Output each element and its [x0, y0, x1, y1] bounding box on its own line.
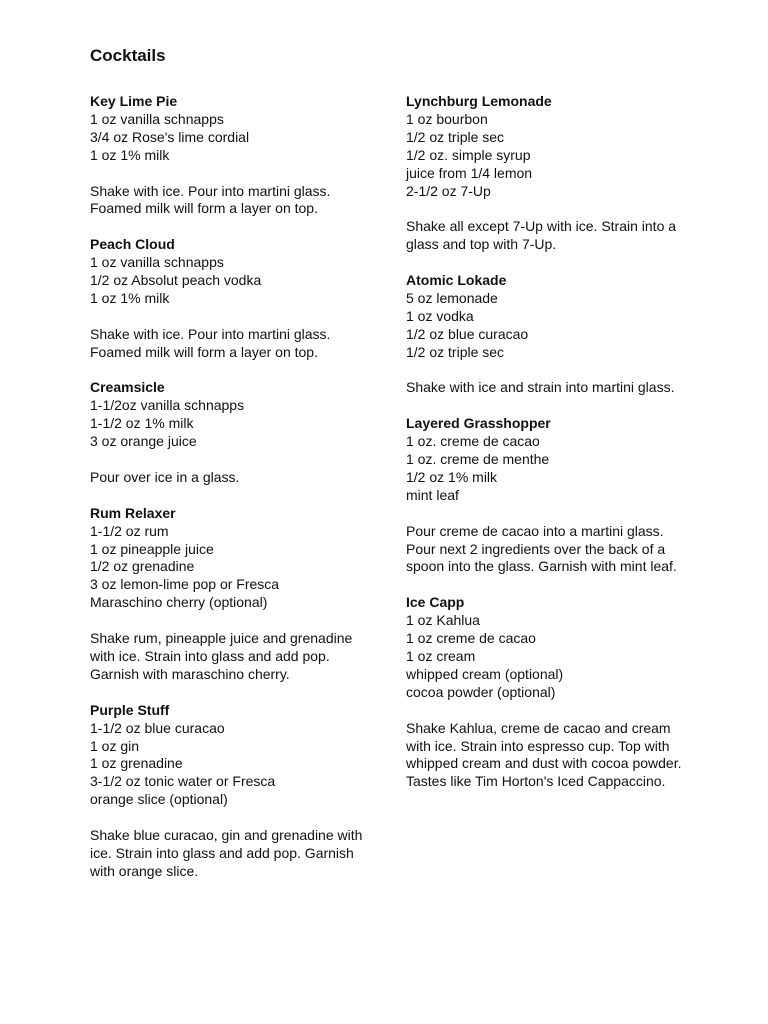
ingredient-list	[406, 111, 696, 201]
ingredient-item: 1/2 oz triple sec	[406, 343, 505, 360]
ingredient-item: mint leaf	[406, 486, 459, 503]
ingredient-item: 1 oz pineapple juice	[90, 540, 214, 557]
ingredient-item: 1/2 oz. simple syrup	[406, 146, 531, 163]
ingredient-item: 3/4 oz Rose's lime cordial	[90, 128, 250, 145]
ingredient-item: 3 oz lemon-lime pop or Fresca	[90, 576, 280, 593]
recipe-block	[406, 272, 696, 397]
ingredient-item: 1 oz 1% milk	[90, 146, 170, 163]
right-column	[406, 93, 696, 809]
recipe-title: Atomic Lokade	[406, 272, 507, 289]
ingredient-list	[90, 111, 380, 165]
ingredient-item: 1-1/2 oz 1% milk	[90, 415, 194, 432]
recipe-instructions: Shake with ice and strain into martini glass.	[406, 379, 675, 396]
recipe-instructions: Shake with ice. Pour into martini glass. Foamed milk will form a layer on top.	[90, 182, 331, 217]
ingredient-item: 1-1/2oz vanilla schnapps	[90, 397, 245, 414]
ingredient-list	[90, 720, 380, 810]
ingredient-list	[406, 290, 696, 362]
recipe-title: Creamsicle	[90, 379, 165, 396]
ingredient-item: Maraschino cherry (optional)	[90, 594, 268, 611]
ingredient-item: 1 oz. creme de cacao	[406, 433, 540, 450]
recipe-instructions: Pour creme de cacao into a martini glass. Pour next 2 ingredients over the back of a spoon into the glass. Garnish with mint leaf.	[406, 522, 677, 575]
ingredient-item: 2-1/2 oz 7-Up	[406, 182, 491, 199]
ingredient-list	[90, 523, 380, 613]
ingredient-list	[90, 397, 380, 451]
ingredient-item: 1/2 oz 1% milk	[406, 468, 498, 485]
ingredient-item: cocoa powder (optional)	[406, 683, 556, 700]
ingredient-item: 1/2 oz triple sec	[406, 128, 505, 145]
recipe-title: Ice Capp	[406, 594, 465, 611]
recipe-block	[406, 93, 696, 254]
ingredient-list	[90, 254, 380, 308]
ingredient-item: 1 oz gin	[90, 737, 140, 754]
ingredient-item: 1 oz bourbon	[406, 110, 488, 127]
recipe-block	[90, 379, 380, 486]
recipe-block	[406, 415, 696, 576]
ingredient-item: 1 oz vanilla schnapps	[90, 254, 224, 271]
recipe-instructions: Shake blue curacao, gin and grenadine with ice. Strain into glass and add pop. Garnish with orange slice.	[90, 827, 363, 879]
ingredient-item: orange slice (optional)	[90, 791, 228, 808]
ingredient-item: 1 oz vodka	[406, 307, 474, 324]
recipe-instructions: Shake with ice. Pour into martini glass. Foamed milk will form a layer on top.	[90, 325, 331, 360]
recipe-block	[90, 702, 380, 881]
ingredient-item: 1 oz grenadine	[90, 755, 183, 772]
ingredient-item: 1/2 oz Absolut peach vodka	[90, 272, 262, 289]
ingredient-list	[406, 612, 696, 702]
recipe-block	[90, 505, 380, 684]
page-title: Cocktails	[90, 46, 166, 65]
ingredient-item: 3 oz orange juice	[90, 433, 197, 450]
recipe-title: Purple Stuff	[90, 701, 170, 718]
ingredient-item: 1 oz Kahlua	[406, 612, 480, 629]
recipe-instructions: Shake rum, pineapple juice and grenadine with ice. Strain into glass and add pop. Garnish with maraschino cherry.	[90, 630, 353, 682]
recipe-title: Key Lime Pie	[90, 93, 178, 109]
recipe-instructions: Shake all except 7-Up with ice. Strain into a glass and top with 7-Up.	[406, 218, 677, 253]
ingredient-item: 1 oz 1% milk	[90, 289, 170, 306]
ingredient-item: juice from 1/4 lemon	[406, 164, 533, 181]
recipe-title: Rum Relaxer	[90, 504, 176, 521]
ingredient-item: 3-1/2 oz tonic water or Fresca	[90, 773, 276, 790]
recipe-title: Layered Grasshopper	[406, 415, 551, 432]
recipe-title: Peach Cloud	[90, 236, 175, 253]
recipe-block	[90, 93, 380, 218]
left-column	[90, 93, 380, 899]
recipe-title: Lynchburg Lemonade	[406, 93, 552, 109]
ingredient-item: 5 oz lemonade	[406, 289, 498, 306]
ingredient-item: 1/2 oz grenadine	[90, 558, 195, 575]
ingredient-item: 1 oz cream	[406, 648, 476, 664]
ingredient-item: 1 oz vanilla schnapps	[90, 110, 224, 127]
recipe-instructions: Shake Kahlua, creme de cacao and cream with ice. Strain into espresso cup. Top with whipped cream and dust with cocoa powder. Tastes like Tim Horton's Iced Cappaccino.	[406, 719, 682, 790]
ingredient-item: 1 oz. creme de menthe	[406, 451, 550, 468]
ingredient-item: 1 oz creme de cacao	[406, 630, 536, 647]
recipe-block	[90, 236, 380, 361]
recipe-block	[406, 594, 696, 791]
ingredient-item: 1/2 oz blue curacao	[406, 325, 529, 342]
ingredient-item: whipped cream (optional)	[406, 665, 564, 682]
ingredient-item: 1-1/2 oz blue curacao	[90, 719, 225, 736]
recipe-instructions: Pour over ice in a glass.	[90, 468, 240, 485]
ingredient-item: 1-1/2 oz rum	[90, 522, 169, 539]
ingredient-list	[406, 433, 696, 505]
